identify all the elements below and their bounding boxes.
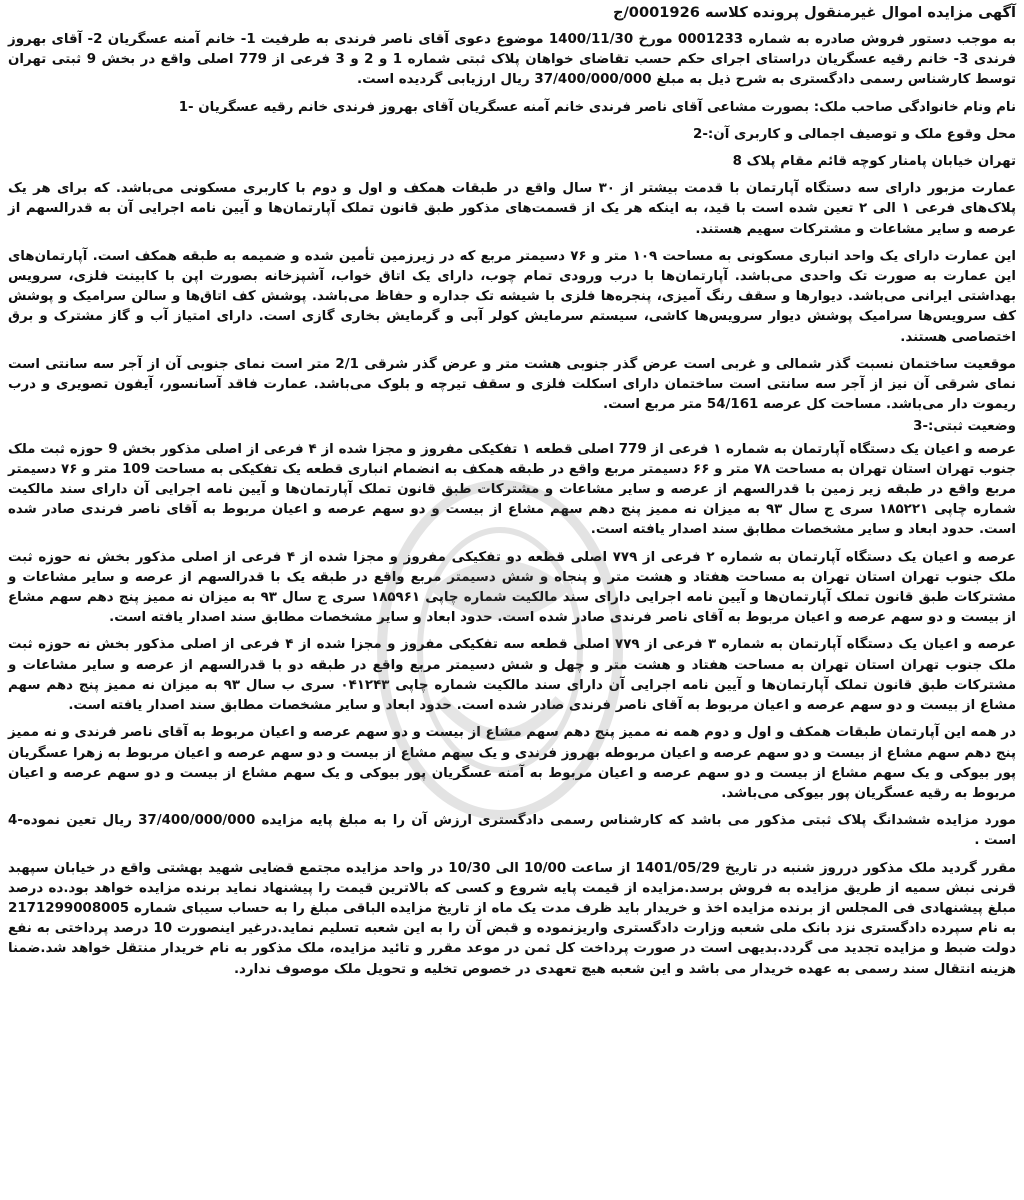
base-price-paragraph: مورد مزایده ششدانگ پلاک ثبتی مذکور می باشد که کارشناس رسمی دادگستری ارزش آن را به مبلغ پایه مزایده 37/400/000/000 ریال تعین نموده-4 است . xyxy=(8,813,1016,849)
registration-status-heading: وضعیت ثبتی:-3 xyxy=(913,419,1016,435)
location-heading: محل وقوع ملک و توصیف اجمالی و کاربری آن:-2 xyxy=(693,126,1016,142)
order-intro-paragraph: به موجب دستور فروش صادره به شماره 0001233 مورخ 1400/11/30 موضوع دعوی آقای ناصر فرندی به طرفیت 1- خانم آمنه عسگریان 2- آقای بهروز فرندی 3- خانم رقیه عسگریان دراستای اجرای حکم حسب تقاضای خواهان پلاک ثبتی شماره 1 و 2 و 3 فرعی از 779 اصلی واقع در بخش 9 ثبتی تهران توسط کارشناس رسمی دادگستری به شرح ذیل به مبلغ 37/400/000/000 ریال ارزیابی گردیده است. xyxy=(8,32,1016,88)
auction-terms-paragraph: مقرر گردید ملک مذکور درروز شنبه در تاریخ 1401/05/29 از ساعت 10/00 الی 10/30 در واحد مزایده مجتمع قضایی شهید بهشتی واقع در خیابان سپهبد قرنی نبش سمیه از طریق مزایده به فروش برسد.مزایده از قیمت پایه شروع و کسی که بالاترین قیمت را پیشنهاد نماید برنده مزایده خواهد بود.ده درصد مبلغ پیشنهادی فی المجلس از برنده مزایده اخذ و خریدار باید ظرف مدت یک ماه از تاریخ مزایده الباقی مبلغ را به حساب سیبای شماره 2171299008005 به نام سپرده دادگستری نزد بانک ملی شعبه وزارت دادگستری واریزنموده و قبض آن را به این شعبه تسلیم نماید.درغیر اینصورت 10 درصد پرداختی به نفع دولت ضبط و مزایده تجدید می گردد.بدیهی است در صورت پرداخت کل ثمن در موعد مقرر و تائید مزایده، ملک مذکور به نام خریدار منتقل خواهد شد.ضمنا هزینه انتقال سند رسمی به عهده خریدار می باشد و این شعبه هیچ تعهدی در خصوص تخلیه و تحویل ملک موصوف ندارد. xyxy=(8,860,1017,977)
unit-3-paragraph: عرصه و اعیان یک دستگاه آپارتمان به شماره ۳ فرعی از ۷۷۹ اصلی قطعه سه تفکیکی مفروز و مجزا شده از ۴ فرعی از اصلی مذکور بخش نه حوزه ثبت ملک جنوب تهران استان تهران به مساحت هفتاد و هشت متر و چهل و شش دسیمتر مربع واقع در طبقه دو با قدرالسهم از عرصه و سایر مشاعات و مشترکات طبق قانون تملک آپارتمان‌ها و آیین نامه اجرایی آن دارای سند مالکیت شماره چاپی ۰۴۱۲۴۳ سری ب سال ۹۳ به میزان نه ممیز پنج دهم سهم مشاع از بیست و دو سهم عرصه و اعیان مربوط به آقای ناصر فرندی صادر شده است. حدود ابعاد و سایر مشخصات مطابق سند اصدار یافته است. xyxy=(8,637,1016,714)
unit-1-paragraph: عرصه و اعیان یک دستگاه آپارتمان به شماره ۱ فرعی از 779 اصلی قطعه ۱ تفکیکی مفروز و مجزا شده از ۴ فرعی از اصلی مذکور بخش 9 حوزه ثبت ملک جنوب تهران استان تهران به مساحت ۷۸ متر و ۶۶ دسیمتر مربع واقع در طبقه همکف به انضمام انباری قطعه یک تفکیکی به مساحت 109 متر و ۷۶ دسیمتر مربع واقع در طبقه زیر زمین با قدرالسهم از عرصه و سایر مشاعات و مشترکات طبق قانون تملک آپارتمان‌ها و آیین نامه اجرایی آن دارای سند مالکیت شماره چاپی ۱۸۵۲۲۱ سری ج سال ۹۳ به میزان نه ممیز پنج دهم سهم مشاع از بیست و دو سهم عرصه و اعیان مربوط به آقای ناصر فرندی صادر شده است. حدود ابعاد و سایر مشخصات مطابق سند اصدار یافته است. xyxy=(8,441,1017,538)
document-title: آگهی مزایده اموال غیرمنقول پرونده کلاسه 0001926/ج xyxy=(612,4,1016,21)
shares-paragraph: در همه این آپارتمان طبقات همکف و اول و دوم همه نه ممیز پنج دهم سهم مشاع از بیست و دو سهم عرصه و اعیان مربوط به آقای ناصر فرندی و نه ممیز پنج دهم سهم مشاع از بیست و دو سهم عرصه و اعیان مربوطه بهروز فرندی و یک سهم مشاع از بیست و دو سهم عرصه و اعیان مربوط به زهرا عسگریان پور بیوکی و یک سهم مشاع از بیست و دو سهم عرصه و اعیان مربوط به آمنه عسگریان پور بیوکی و یک سهم مشاع از بیست و دو سهم عرصه و اعیان مربوط به رقیه عسگریان پور بیوکی می‌باشد. xyxy=(8,725,1016,801)
building-description-paragraph: عمارت مزبور دارای سه دستگاه آپارتمان با قدمت بیشتر از ۳۰ سال واقع در طبقات همکف و اول و دوم با کاربری مسکونی می‌باشد. که برای هر یک پلاک‌های فرعی ۱ الی ۲ تعین شده است با قید، به اینکه هر یک از قسمت‌های مذکور طبق قانون تملک آپارتمان‌ها و آیین نامه اجرایی آن به قدرالسهم از عرصه و سایر مشاعات و مشترکات سهیم هستند. xyxy=(8,181,1017,237)
address-line: تهران خیابان پامنار کوچه قائم مقام پلاک 8 xyxy=(732,154,1016,170)
owners-paragraph: نام ونام خانوادگی صاحب ملک: بصورت مشاعی آقای ناصر فرندی خانم آمنه عسگریان آقای بهروز فرندی خانم رقیه عسگریان -1 xyxy=(178,99,1016,115)
building-position-paragraph: موقعیت ساختمان نسبت گذر شمالی و غربی است عرض گذر جنوبی هشت متر و عرض گذر شرقی 2/1 متر است نمای جنوبی آن از آجر سه سانتی است نمای شرقی آن نیز از آجر سه سانتی است ساختمان دارای اسکلت فلزی و سقف تیرچه و بلوک می‌باشد. عمارت فاقد آسانسور، آیفون تصویری و درب ریموت دار می‌باشد. مساحت کل عرصه 54/161 متر مربع است. xyxy=(8,356,1016,413)
unit-2-paragraph: عرصه و اعیان یک دستگاه آپارتمان به شماره ۲ فرعی از ۷۷۹ اصلی قطعه دو تفکیکی مفروز و مجزا شده از ۴ فرعی از اصلی مذکور بخش نه حوزه ثبت ملک جنوب تهران استان تهران به مساحت هفتاد و هشت متر و پنجاه و شش دسیمتر مربع واقع در طبقه یک با قدرالسهم از عرصه و سایر مشاعات و مشترکات طبق قانون تملک آپارتمان‌ها و آیین نامه اجرایی دارای سند مالکیت شماره چاپی ۱۸۵۹۶۱ سری ج سال ۹۳ به میزان نه ممیز پنج دهم سهم مشاع از بیست و دو سهم عرصه و اعیان مربوط به آقای ناصر فرندی صادر شده است. حدود ابعاد و سایر مشخصات مطابق سند اصدار یافته است. xyxy=(8,549,1016,626)
storage-unit-paragraph: این عمارت دارای یک واحد انباری مسکونی به مساحت ۱۰۹ متر و ۷۶ دسیمتر مربع که در زیرزمین تأمین شده و ضمیمه به طبقه همکف است. آپارتمان‌های این عمارت به صورت تک واحدی می‌باشد. آپارتمان‌ها با درب ورودی تمام چوب، دارای یک اتاق خواب، آشپزخانه بصورت اپن با کابینت فلزی، سرویس بهداشتی ایرانی می‌باشد. دیوارها و سقف رنگ آمیزی، پنجره‌ها فلزی با شیشه تک جداره و حفاظ می‌باشد. پوشش کف اتاق‌ها و سالن سرامیک و پوشش کف سرویس‌ها سرامیک پوشش دیوار سرویس‌ها کاشی، سیستم سرمایش کولر آبی و گرمایش بخاری گازی است. دارای امتیاز آب و گاز مشترک و برق اختصاصی هستند. xyxy=(8,248,1016,345)
